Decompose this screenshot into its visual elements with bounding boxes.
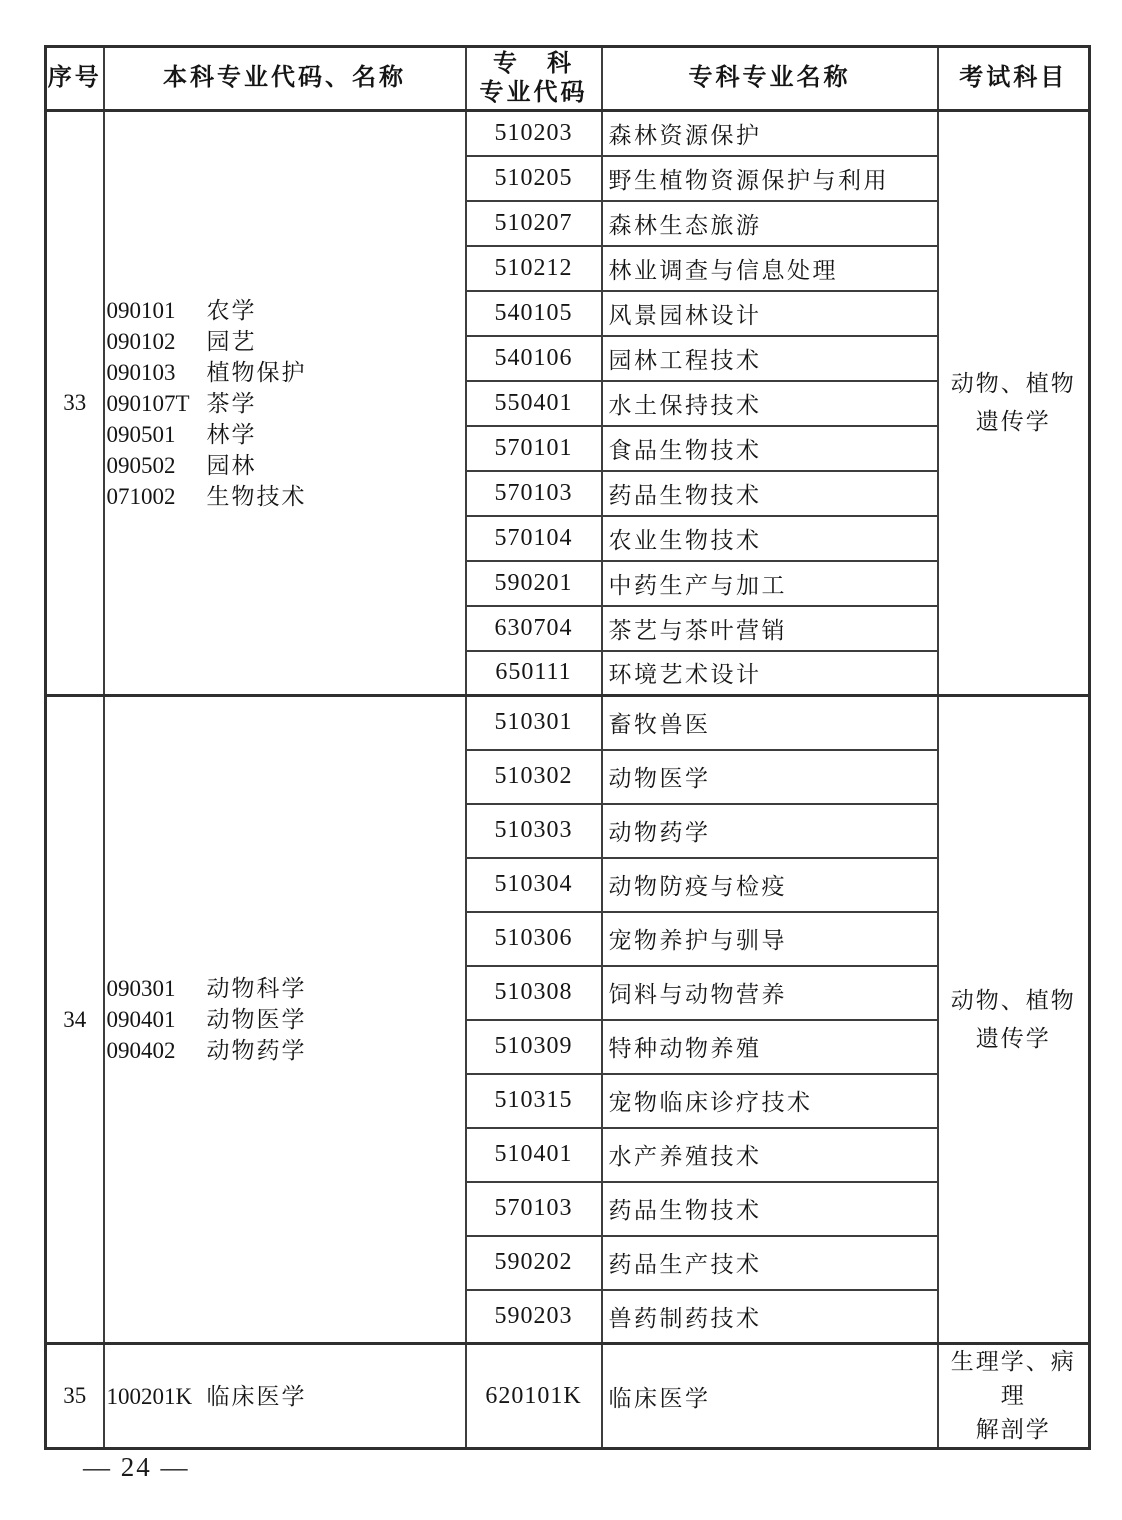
header-college-name: 专科专业名称	[602, 47, 938, 111]
exam-subject-line: 动物、植物	[950, 987, 1076, 1013]
college-major-code-cell: 510212	[466, 246, 602, 291]
undergrad-major-line	[107, 1035, 463, 1066]
college-major-name-cell: 中药生产与加工	[602, 561, 938, 606]
college-major-code-cell: 510308	[466, 966, 602, 1020]
college-major-code-cell: 590202	[466, 1236, 602, 1290]
college-major-name-cell: 药品生物技术	[602, 1182, 938, 1236]
college-major-code-cell: 570101	[466, 426, 602, 471]
undergrad-majors-cell	[104, 696, 466, 1344]
undergrad-major-code: 090103	[106, 359, 176, 385]
college-major-code-cell: 510203	[466, 111, 602, 156]
college-major-name-cell: 园林工程技术	[602, 336, 938, 381]
exam-subject-cell	[938, 111, 1090, 696]
exam-subject-line: 遗传学	[975, 409, 1051, 434]
college-major-name-cell: 野生植物资源保护与利用	[602, 156, 938, 201]
college-major-name-cell: 森林生态旅游	[602, 201, 938, 246]
undergrad-major-code: 090401	[106, 1007, 176, 1032]
college-major-code-cell: 510303	[466, 804, 602, 858]
undergrad-major-code: 071002	[106, 483, 176, 509]
college-major-name-cell: 茶艺与茶叶营销	[602, 606, 938, 651]
college-major-name-cell: 动物药学	[602, 804, 938, 858]
header-seq: 序号	[46, 47, 104, 111]
college-major-code-cell: 510315	[466, 1074, 602, 1128]
college-major-name-cell: 饲料与动物营养	[602, 966, 938, 1020]
college-major-code-cell: 590203	[466, 1290, 602, 1344]
undergrad-major-line	[107, 1004, 463, 1035]
table-row	[46, 696, 1090, 750]
undergrad-major-line	[107, 295, 463, 326]
college-major-code-cell: 570104	[466, 516, 602, 561]
undergrad-major-name: 临床医学	[206, 1383, 307, 1409]
undergrad-major-code: 100201K	[106, 1383, 193, 1409]
exam-subject-line: 遗传学	[975, 1025, 1051, 1051]
undergrad-major-name: 动物科学	[206, 976, 307, 1001]
undergrad-major-code: 090501	[106, 421, 176, 447]
college-major-name-cell: 风景园林设计	[602, 291, 938, 336]
header-row	[46, 47, 1090, 111]
college-major-name-cell: 临床医学	[602, 1344, 938, 1449]
undergrad-major-code: 090102	[106, 328, 176, 354]
undergrad-major-line	[107, 388, 463, 419]
header-college-code	[466, 47, 602, 111]
undergrad-majors-cell	[104, 1344, 466, 1449]
college-major-name-cell: 兽药制药技术	[602, 1290, 938, 1344]
college-major-name-cell: 水土保持技术	[602, 381, 938, 426]
undergrad-major-code: 090402	[106, 1038, 176, 1063]
undergrad-major-line	[107, 357, 463, 388]
college-major-name-cell: 宠物临床诊疗技术	[602, 1074, 938, 1128]
undergrad-major-line	[107, 450, 463, 481]
exam-subject-line: 动物、植物	[950, 371, 1076, 396]
header-exam-subject: 考试科目	[938, 47, 1090, 111]
college-major-name-cell: 水产养殖技术	[602, 1128, 938, 1182]
undergrad-major-line	[107, 326, 463, 357]
undergrad-major-name: 茶学	[206, 390, 257, 416]
college-major-code-cell: 650111	[466, 651, 602, 696]
college-major-name-cell: 药品生产技术	[602, 1236, 938, 1290]
seq-cell: 33	[46, 111, 104, 696]
undergrad-majors-cell	[104, 111, 466, 696]
college-major-code-cell: 540105	[466, 291, 602, 336]
college-major-code-cell: 620101K	[466, 1344, 602, 1449]
college-major-code-cell: 590201	[466, 561, 602, 606]
seq-cell: 35	[46, 1344, 104, 1449]
college-major-name-cell: 药品生物技术	[602, 471, 938, 516]
college-major-code-cell: 550401	[466, 381, 602, 426]
college-major-name-cell: 畜牧兽医	[602, 696, 938, 750]
college-major-name-cell: 农业生物技术	[602, 516, 938, 561]
undergrad-major-name: 农学	[206, 297, 257, 323]
undergrad-major-name: 植物保护	[206, 359, 307, 385]
college-major-code-cell: 510309	[466, 1020, 602, 1074]
page-number: — 24 —	[83, 1452, 190, 1482]
undergrad-major-code: 090502	[106, 452, 176, 478]
college-major-code-cell: 510207	[466, 201, 602, 246]
college-major-code-cell: 630704	[466, 606, 602, 651]
table-row	[46, 111, 1090, 156]
undergrad-major-name: 林学	[206, 421, 257, 447]
undergrad-major-name: 园林	[206, 452, 257, 478]
exam-subject-line: 生理学、病理	[950, 1349, 1076, 1408]
college-major-code-cell: 510306	[466, 912, 602, 966]
undergrad-major-code: 090301	[106, 976, 176, 1001]
college-major-name-cell: 动物医学	[602, 750, 938, 804]
header-college-code-line2: 专业代码	[479, 79, 588, 106]
college-major-name-cell: 食品生物技术	[602, 426, 938, 471]
college-major-name-cell: 林业调查与信息处理	[602, 246, 938, 291]
college-major-code-cell: 510301	[466, 696, 602, 750]
college-major-code-cell: 510205	[466, 156, 602, 201]
undergrad-major-line	[107, 481, 463, 512]
undergrad-major-code: 090101	[106, 297, 176, 323]
college-major-name-cell: 环境艺术设计	[602, 651, 938, 696]
college-major-code-cell: 540106	[466, 336, 602, 381]
college-major-code-cell: 570103	[466, 1182, 602, 1236]
seq-cell: 34	[46, 696, 104, 1344]
undergrad-major-line	[107, 419, 463, 450]
undergrad-major-line	[107, 1381, 463, 1412]
exam-subject-line: 解剖学	[975, 1417, 1051, 1442]
majors-mapping-table	[44, 45, 1091, 1450]
exam-subject-cell	[938, 1344, 1090, 1449]
undergrad-major-code: 090107T	[106, 390, 190, 416]
undergrad-major-name: 动物医学	[206, 1007, 307, 1032]
undergrad-major-line	[107, 973, 463, 1004]
college-major-name-cell: 宠物养护与驯导	[602, 912, 938, 966]
college-major-code-cell: 510304	[466, 858, 602, 912]
college-major-code-cell: 570103	[466, 471, 602, 516]
college-major-code-cell: 510302	[466, 750, 602, 804]
undergrad-major-name: 生物技术	[206, 483, 307, 509]
college-major-name-cell: 特种动物养殖	[602, 1020, 938, 1074]
header-college-code-line1: 专 科	[493, 50, 574, 77]
table-row	[46, 1344, 1090, 1449]
undergrad-major-name: 动物药学	[206, 1038, 307, 1063]
college-major-name-cell: 森林资源保护	[602, 111, 938, 156]
college-major-code-cell: 510401	[466, 1128, 602, 1182]
exam-subject-cell	[938, 696, 1090, 1344]
college-major-name-cell: 动物防疫与检疫	[602, 858, 938, 912]
undergrad-major-name: 园艺	[206, 328, 257, 354]
header-undergrad-major: 本科专业代码、名称	[104, 47, 466, 111]
